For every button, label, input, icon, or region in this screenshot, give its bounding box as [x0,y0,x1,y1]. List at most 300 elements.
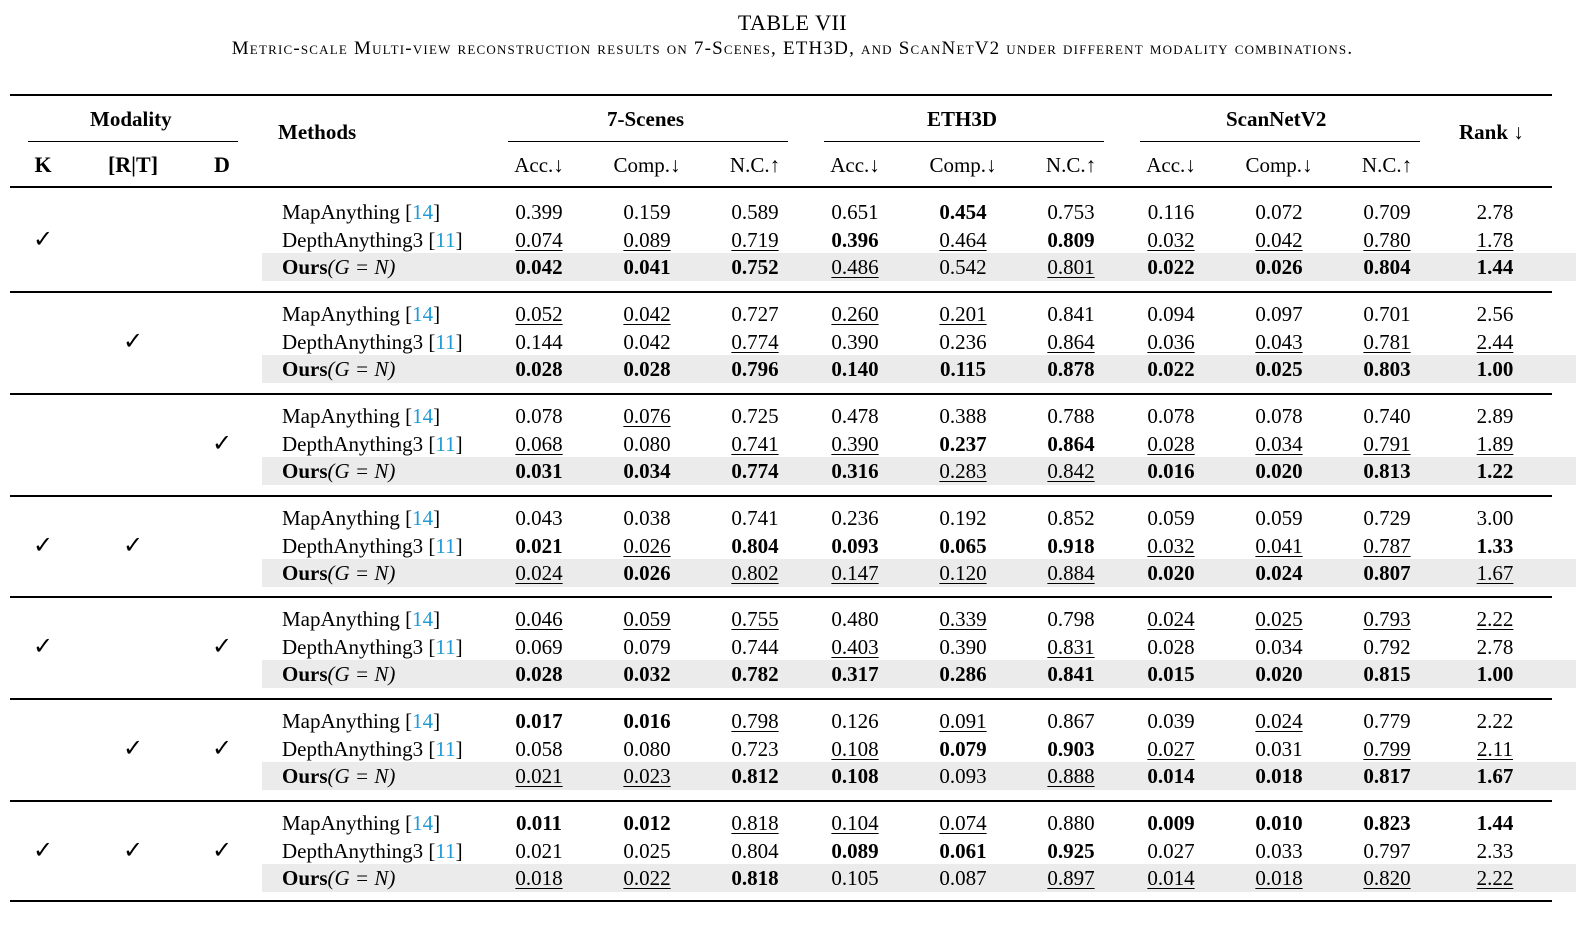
method-name: MapAnything [282,607,400,631]
method-cell: DepthAnything3 [11] [282,634,463,659]
method-name: MapAnything [282,811,400,835]
metric-cell: 0.089 [623,227,671,252]
table-row [0,660,1585,688]
metric-cell: 0.025 [623,838,671,863]
dataset-header-scannetv2: ScanNetV2 [1226,107,1327,131]
rank-cell: 1.67 [1476,561,1514,586]
metric-cell: 0.026 [623,561,671,586]
metric-cell: 0.723 [731,736,779,761]
metric-cell: 0.059 [1147,506,1195,530]
metric-cell: 0.804 [731,533,779,558]
table-row [0,300,1585,328]
rank-cell: 2.33 [1476,838,1514,863]
citation-link[interactable]: 14 [412,607,434,631]
table-row [0,253,1585,281]
method-cell: DepthAnything3 [11] [282,431,463,456]
metric-cell: 0.126 [831,709,879,733]
metric-cell: 0.236 [939,329,987,354]
metric-cell: 0.032 [1147,533,1195,558]
metric-cell: 0.094 [1147,302,1195,326]
metric-cell: 0.079 [939,736,987,761]
metric-cell: 0.820 [1363,866,1411,891]
metric-cell: 0.147 [831,561,879,586]
modality-k-check-icon: ✓ [32,226,54,253]
metric-cell: 0.788 [1047,404,1095,428]
table-row [0,864,1585,892]
method-formula: (G = N) [327,662,396,687]
method-cell [282,254,395,280]
method-name: DepthAnything3 [282,838,424,863]
metric-cell: 0.797 [1363,838,1411,863]
modality-k-check-icon: ✓ [32,633,54,660]
metric-cell: 0.388 [939,404,987,428]
metric-acc-scannetv2: Acc.↓ [1146,153,1196,177]
metric-cell: 0.339 [939,607,987,631]
metric-cell: 0.016 [1147,459,1195,484]
metric-cell: 0.390 [831,431,879,456]
metric-cell: 0.016 [623,709,671,733]
metric-cell: 0.774 [731,329,779,354]
method-cell: DepthAnything3 [11] [282,533,463,558]
metric-cell: 0.897 [1047,866,1095,891]
metric-cell: 0.403 [831,634,879,659]
method-formula: (G = N) [327,764,396,789]
metric-cell: 0.888 [1047,764,1095,789]
metric-cell: 0.317 [831,662,879,687]
metric-cell: 0.815 [1363,662,1411,687]
metric-cell: 0.023 [623,764,671,789]
metric-cell: 0.809 [1047,227,1095,252]
modality-k-header: K [34,152,52,177]
metric-cell: 0.020 [1255,459,1303,484]
metric-cell: 0.813 [1363,459,1411,484]
metric-cell: 0.804 [731,838,779,863]
metric-cell: 0.028 [515,662,563,687]
metric-cell: 0.390 [831,329,879,354]
metric-cell: 0.812 [731,764,779,789]
table-caption-text: Metric-scale Multi-view reconstruction results on 7-Scenes, ETH3D, and ScanNetV2 under different modality combinations. [231,38,1354,59]
metric-cell: 0.022 [1147,255,1195,280]
metric-cell: 0.065 [939,533,987,558]
top-rule [10,94,1552,96]
metric-cell: 0.802 [731,561,779,586]
metric-cell: 0.026 [1255,255,1303,280]
table-caption [0,10,1585,62]
metric-cell: 0.020 [1255,662,1303,687]
metric-cell: 0.396 [831,227,879,252]
metric-cell: 0.068 [515,431,563,456]
metric-cell: 0.464 [939,227,987,252]
metric-cell: 0.104 [831,811,879,835]
table-row [0,226,1585,254]
method-name: DepthAnything3 [282,329,424,354]
method-formula: (G = N) [327,866,396,891]
modality-k-check-icon: ✓ [32,532,54,559]
rank-header: Rank ↓ [1459,120,1524,144]
metric-cell: 0.097 [1255,302,1303,326]
method-cell: MapAnything [14] [282,302,441,326]
metric-cell: 0.021 [515,533,563,558]
metric-cell: 0.024 [1255,709,1303,733]
group-rule [10,800,1552,802]
method-name: Ours [282,459,328,484]
metric-cell: 0.201 [939,302,987,326]
metric-cell: 0.078 [1255,404,1303,428]
table-row [0,837,1585,865]
metric-cell: 0.028 [515,357,563,382]
metric-cell: 0.087 [939,866,987,891]
rank-cell: 1.00 [1476,357,1514,382]
metric-cell: 0.818 [731,866,779,891]
metric-cell: 0.831 [1047,634,1095,659]
metric-cell: 0.841 [1047,662,1095,687]
modality-d-check-icon: ✓ [211,430,233,457]
method-formula: (G = N) [327,459,396,484]
method-cell: DepthAnything3 [11] [282,838,463,863]
metric-cell: 0.042 [1255,227,1303,252]
method-name: Ours [282,561,328,586]
metric-cell: 0.061 [939,838,987,863]
metric-cell: 0.741 [731,506,779,530]
modality-d-check-icon: ✓ [211,633,233,660]
metric-cell: 0.727 [731,302,779,326]
metric-cell: 0.039 [1147,709,1195,733]
metric-cell: 0.237 [939,431,987,456]
metric-cell: 0.093 [831,533,879,558]
metric-nc-eth3d: N.C.↑ [1045,153,1097,177]
rank-cell: 1.00 [1476,662,1514,687]
metric-cell: 0.390 [939,634,987,659]
metric-cell: 0.779 [1363,709,1411,733]
metric-cell: 0.801 [1047,255,1095,280]
metric-cell: 0.729 [1363,506,1411,530]
metric-cell: 0.781 [1363,329,1411,354]
citation-link[interactable]: 14 [412,709,434,733]
rank-cell: 1.44 [1476,811,1514,835]
metric-cell: 0.589 [731,200,779,224]
citation-link[interactable]: 14 [412,506,434,530]
metric-cell: 0.719 [731,227,779,252]
metric-cell: 0.918 [1047,533,1095,558]
metric-cell: 0.878 [1047,357,1095,382]
metric-cell: 0.041 [623,255,671,280]
method-cell: MapAnything [14] [282,607,441,631]
metric-comp-eth3d: Comp.↓ [929,153,997,177]
method-formula: (G = N) [327,561,396,586]
method-cell: MapAnything [14] [282,811,441,835]
metric-cell: 0.798 [1047,607,1095,631]
metric-cell: 0.058 [515,736,563,761]
method-name: Ours [282,662,328,687]
metric-cell: 0.032 [1147,227,1195,252]
metric-cell: 0.022 [623,866,671,891]
metric-cell: 0.780 [1363,227,1411,252]
group-rule [10,495,1552,497]
modality-rt-check-icon: ✓ [122,837,144,864]
method-cell: DepthAnything3 [11] [282,736,463,761]
metric-cell: 0.038 [623,506,671,530]
metric-cell: 0.787 [1363,533,1411,558]
modality-d-check-icon: ✓ [211,837,233,864]
rank-cell: 2.78 [1476,200,1514,224]
table-row [0,532,1585,560]
metric-cell: 0.741 [731,431,779,456]
metric-cell: 0.069 [515,634,563,659]
method-formula: (G = N) [327,255,396,280]
metric-cell: 0.884 [1047,561,1095,586]
citation-link[interactable]: 11 [435,838,456,863]
metric-cell: 0.091 [939,709,987,733]
metric-cell: 0.079 [623,634,671,659]
table-row [0,633,1585,661]
metric-cell: 0.864 [1047,329,1095,354]
rank-cell: 1.89 [1476,431,1514,456]
metric-cell: 0.260 [831,302,879,326]
table-row [0,504,1585,532]
metric-cell: 0.803 [1363,357,1411,382]
metric-cell: 0.841 [1047,302,1095,326]
metric-cell: 0.093 [939,764,987,789]
metric-acc-7scenes: Acc.↓ [514,153,564,177]
metric-comp-scannetv2: Comp.↓ [1245,153,1313,177]
metric-cell: 0.024 [515,561,563,586]
table-row [0,457,1585,485]
table-row [0,735,1585,763]
citation-link[interactable]: 14 [412,811,434,835]
citation-link[interactable]: 11 [435,533,456,558]
metric-cell: 0.818 [731,811,779,835]
metric-cell: 0.793 [1363,607,1411,631]
table-row [0,355,1585,383]
citation-link[interactable]: 11 [435,227,456,252]
method-name: MapAnything [282,200,400,224]
metric-cell: 0.078 [515,404,563,428]
method-name: Ours [282,357,328,382]
metric-cell: 0.024 [1147,607,1195,631]
metric-cell: 0.725 [731,404,779,428]
metric-cell: 0.159 [623,200,671,224]
citation-link[interactable]: 14 [412,302,434,326]
metric-cell: 0.041 [1255,533,1303,558]
method-cell: MapAnything [14] [282,709,441,733]
group-rule [10,291,1552,293]
metric-cell: 0.043 [1255,329,1303,354]
rank-cell: 2.44 [1476,329,1514,354]
metric-cell: 0.316 [831,459,879,484]
metric-cell: 0.140 [831,357,879,382]
method-cell: DepthAnything3 [11] [282,329,463,354]
modality-cmidrule [28,141,238,142]
rank-cell: 2.56 [1476,302,1514,326]
metric-cell: 0.021 [515,764,563,789]
metric-cell: 0.046 [515,607,563,631]
metric-cell: 0.864 [1047,431,1095,456]
metric-cell: 0.018 [1255,866,1303,891]
rank-cell: 2.22 [1476,866,1514,891]
metric-cell: 0.796 [731,357,779,382]
metric-cell: 0.042 [623,302,671,326]
method-name: DepthAnything3 [282,736,424,761]
method-cell: MapAnything [14] [282,506,441,530]
methods-header: Methods [278,120,357,144]
metric-cell: 0.080 [623,431,671,456]
table-row [0,559,1585,587]
modality-k-check-icon: ✓ [32,837,54,864]
method-name: Ours [282,764,328,789]
table-row [0,402,1585,430]
metric-cell: 0.027 [1147,838,1195,863]
metric-cell: 0.034 [1255,431,1303,456]
rank-cell: 2.22 [1476,709,1514,733]
metric-cell: 0.108 [831,736,879,761]
table-row [0,809,1585,837]
method-name: DepthAnything3 [282,227,424,252]
metric-cell: 0.709 [1363,200,1411,224]
table-row [0,605,1585,633]
scannet-cmidrule [1140,141,1420,142]
metric-cell: 0.701 [1363,302,1411,326]
table-row [0,328,1585,356]
metric-cell: 0.076 [623,404,671,428]
metric-cell: 0.042 [515,255,563,280]
metric-cell: 0.042 [623,329,671,354]
rank-cell: 1.22 [1476,459,1514,484]
metric-cell: 0.074 [939,811,987,835]
modality-d-check-icon: ✓ [211,735,233,762]
metric-cell: 0.399 [515,200,563,224]
metric-cell: 0.012 [623,811,671,835]
table-row [0,707,1585,735]
modality-rt-check-icon: ✓ [122,532,144,559]
method-name: Ours [282,255,328,280]
metric-cell: 0.028 [623,357,671,382]
metric-cell: 0.753 [1047,200,1095,224]
metric-cell: 0.192 [939,506,987,530]
metric-cell: 0.025 [1255,357,1303,382]
modality-header: Modality [90,107,172,131]
citation-link[interactable]: 14 [412,404,434,428]
metric-cell: 0.108 [831,764,879,789]
metric-acc-eth3d: Acc.↓ [830,153,880,177]
metric-cell: 0.025 [1255,607,1303,631]
metric-cell: 0.072 [1255,200,1303,224]
rank-cell: 2.22 [1476,607,1514,631]
eth3d-cmidrule [824,141,1104,142]
dataset-header-7scenes: 7-Scenes [607,107,684,131]
method-name: MapAnything [282,302,400,326]
citation-link[interactable]: 11 [435,431,456,456]
metric-cell: 0.024 [1255,561,1303,586]
citation-link[interactable]: 11 [435,329,456,354]
metric-cell: 0.799 [1363,736,1411,761]
method-cell [282,661,395,687]
metric-comp-7scenes: Comp.↓ [613,153,681,177]
group-rule [10,698,1552,700]
rank-cell: 3.00 [1476,506,1514,530]
method-cell [282,458,395,484]
metric-cell: 0.782 [731,662,779,687]
method-formula: (G = N) [327,357,396,382]
metric-cell: 0.798 [731,709,779,733]
metric-cell: 0.018 [1255,764,1303,789]
rank-cell: 2.89 [1476,404,1514,428]
metric-cell: 0.283 [939,459,987,484]
method-cell: DepthAnything3 [11] [282,227,463,252]
metric-cell: 0.651 [831,200,879,224]
metric-cell: 0.236 [831,506,879,530]
metric-cell: 0.080 [623,736,671,761]
metric-cell: 0.105 [831,866,879,891]
citation-link[interactable]: 11 [435,736,456,761]
citation-link[interactable]: 14 [412,200,434,224]
metric-cell: 0.842 [1047,459,1095,484]
metric-cell: 0.852 [1047,506,1095,530]
rank-cell: 1.67 [1476,764,1514,789]
metric-cell: 0.744 [731,634,779,659]
method-name: MapAnything [282,709,400,733]
table-row [0,762,1585,790]
modality-d-header: D [214,152,230,177]
modality-rt-check-icon: ✓ [122,328,144,355]
method-cell [282,865,395,891]
7scenes-cmidrule [508,141,788,142]
rank-cell: 1.44 [1476,255,1514,280]
table-row [0,430,1585,458]
metric-cell: 0.774 [731,459,779,484]
metric-cell: 0.011 [515,811,563,835]
metric-cell: 0.078 [1147,404,1195,428]
method-cell [282,763,395,789]
metric-cell: 0.043 [515,506,563,530]
metric-cell: 0.542 [939,255,987,280]
metric-cell: 0.028 [1147,634,1195,659]
rank-cell: 1.33 [1476,533,1514,558]
metric-cell: 0.027 [1147,736,1195,761]
metric-cell: 0.286 [939,662,987,687]
metric-nc-scannetv2: N.C.↑ [1361,153,1413,177]
metric-cell: 0.010 [1255,811,1303,835]
metric-cell: 0.115 [939,357,987,382]
metric-cell: 0.014 [1147,764,1195,789]
metric-cell: 0.014 [1147,866,1195,891]
method-name: MapAnything [282,506,400,530]
metric-cell: 0.752 [731,255,779,280]
method-name: Ours [282,866,328,891]
method-name: MapAnything [282,404,400,428]
metric-cell: 0.880 [1047,811,1095,835]
metric-cell: 0.031 [515,459,563,484]
citation-link[interactable]: 11 [435,634,456,659]
header-rule [10,186,1552,188]
metric-cell: 0.018 [515,866,563,891]
metric-cell: 0.032 [623,662,671,687]
metric-cell: 0.480 [831,607,879,631]
method-name: DepthAnything3 [282,533,424,558]
metric-cell: 0.034 [1255,634,1303,659]
metric-cell: 0.059 [623,607,671,631]
metric-cell: 0.021 [515,838,563,863]
method-cell [282,356,395,382]
metric-cell: 0.903 [1047,736,1095,761]
metric-cell: 0.867 [1047,709,1095,733]
method-cell: MapAnything [14] [282,404,441,428]
group-rule [10,596,1552,598]
table-row [0,198,1585,226]
bottom-rule [10,900,1552,902]
metric-cell: 0.074 [515,227,563,252]
metric-cell: 0.116 [1147,200,1195,224]
metric-cell: 0.925 [1047,838,1095,863]
